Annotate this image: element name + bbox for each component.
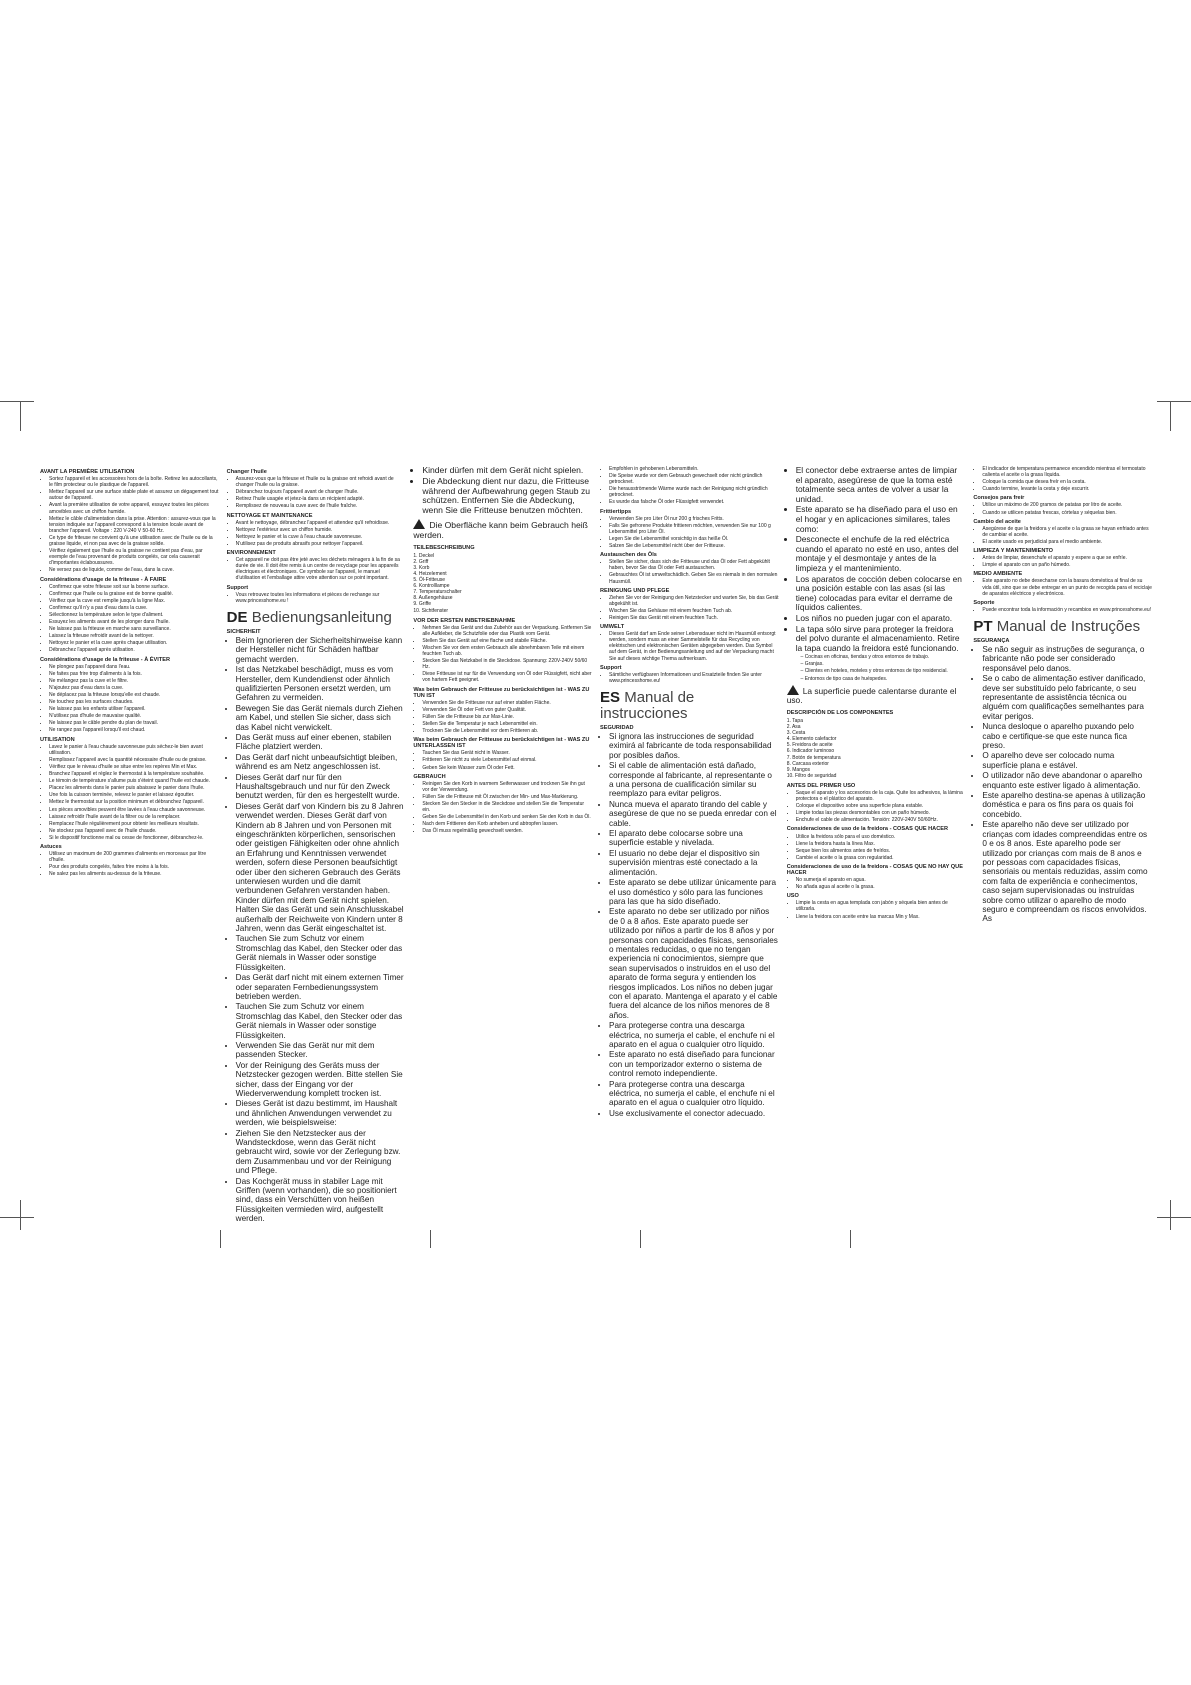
list-item: • Ziehen Sie vor der Reinigung den Netzstecker und warten Sie, bis das Gerät abgekühlt ist. [609, 595, 779, 607]
list-item: • Stellen Sie sicher, dass sich die Fritteuse und das Öl oder Fett abgekühlt haben, bevor Sie das Öl oder Fett austauschen. [609, 559, 779, 571]
list-item: • Wischen Sie vor dem ersten Gebrauch alle abnehmbaren Teile mit einem feuchten Tuch ab. [422, 645, 592, 657]
section-heading: UMWELT [600, 624, 625, 631]
list-item: • Avant la première utilisation de votre appareil, essuyez toutes les pièces amovibles avec un chiffon humide. [49, 502, 219, 514]
list-item: • Salzen Sie die Lebensmittel nicht über der Fritteuse. [609, 543, 779, 549]
section-list [40, 664, 219, 734]
list-item: • Remplacez l'huile régulièrement pour obtenir les meilleurs résultats. [49, 821, 219, 827]
crop-mark [1170, 401, 1171, 431]
section-list [40, 851, 219, 877]
es-parts-list [787, 718, 966, 779]
list-item: – Granjas. [805, 661, 966, 667]
list-item: • Reinigen Sie den Korb in warmem Seifenwasser und trocknen Sie ihn gut vor der Verwendung. [422, 781, 592, 793]
list-item: • Confirmez qu'il n'y a pas d'eau dans la cuve. [49, 605, 219, 611]
list-item: • Wischen Sie das Gehäuse mit einem feuchten Tuch ab. [609, 608, 779, 614]
section-list [600, 559, 779, 584]
section-heading: MEDIO AMBIENTE [973, 571, 1023, 578]
list-item: • Mettez le thermostat sur la position minimum et débranchez l'appareil. [49, 799, 219, 805]
es-safety-list [600, 732, 779, 1118]
list-item: • Este aparato no debe ser utilizado por niños de 0 a 8 años. Este aparato puede ser utilizado por niños a partir de los 8 años y por personas con capacidades físicas, sensoriales o mentales reducidas, o que no tengan experiencia ni conocimientos, siempre que sean supervisados o instruidos en el uso del aparato de forma segura y entienden los riesgos implicados. Los niños no deben jugar con el aparato. Mantenga el aparato y el cable fuera del alcance de los niños menores de 8 años. [609, 907, 779, 1020]
list-item: • Cambie el aceite o la grasa con regularidad. [796, 855, 966, 861]
list-item: • Laissez la friteuse refroidir avant de la nettoyer. [49, 633, 219, 639]
section-heading: USO [786, 893, 799, 900]
section-heading: Considérations d'usage de la friteuse - À ÉVITER [40, 656, 171, 663]
list-item: • Si el cable de alimentación está dañado, corresponde al fabricante, al representante o a una persona de cualificación similar su reemplazo para evitar peligros. [609, 761, 779, 799]
list-item: • No sumerja el aparato en agua. [796, 877, 966, 883]
pt-safety-title: SEGURANÇA [973, 637, 1010, 644]
list-item: • Ne plongez pas l'appareil dans l'eau. [49, 664, 219, 670]
section-heading: Austauschen des Öls [600, 552, 657, 559]
list-item: • Ist das Netzkabel beschädigt, muss es vom Hersteller, dem Kundendienst oder ähnlich qualifizierten Personen ersetzt werden, um Gefahren zu vermeiden. [236, 665, 406, 703]
list-item: • Das Gerät darf nicht unbeaufsichtigt bleiben, während es am Netz angeschlossen ist. [236, 753, 406, 772]
list-item: • Enchufe el cable de alimentación. Tensión: 220V-240V 50/60Hz. [796, 817, 966, 823]
list-item: • Los aparatos de cocción deben colocarse en una posición estable con las asas (si las tiene) colocadas para evitar el derrame de líquidos calientes. [796, 575, 966, 613]
list-item: • El aparato debe colocarse sobre una superficie estable y nivelada. [609, 829, 779, 848]
crop-mark [1157, 401, 1191, 402]
list-item: • Legen Sie die Lebensmittel vorsichtig in das heiße Öl. [609, 536, 779, 542]
list-item: • Limpie el aparato con un paño húmedo. [982, 562, 1152, 568]
list-item: • Essuyez les aliments avant de les plonger dans l'huile. [49, 619, 219, 625]
list-item: • Débranchez toujours l'appareil avant de changer l'huile. [236, 489, 406, 495]
section-heading: LIMPIEZA Y MANTENIMIENTO [973, 548, 1054, 555]
section-list [600, 516, 779, 549]
list-item: • Limpie todas las piezas desmontables con un paño húmedo. [796, 810, 966, 816]
es-parts-title: DESCRIPCIÓN DE LOS COMPONENTES [786, 709, 894, 716]
list-item: • La tapa sólo sirve para proteger la freidora del polvo durante el almacenamiento. Retire la tapa cuando la freidora esté funcionando. [796, 625, 966, 654]
list-item: • Bewegen Sie das Gerät niemals durch Ziehen am Kabel, und stellen Sie sicher, dass sich das Kabel nicht verwickelt. [236, 704, 406, 732]
list-item: • Coloque el dispositivo sobre una superficie plana estable. [796, 803, 966, 809]
list-item: • Ne versez pas de liquide, comme de l'eau, dans la cuve. [49, 567, 219, 573]
list-item: • Pour des produits congelés, faites frire moins à la fois. [49, 864, 219, 870]
list-item: • Füllen Sie die Fritteuse bis zur Max-Linie. [422, 714, 592, 720]
list-item: • Ce type de friteuse ne convient qu'à une utilisation avec de l'huile ou de la graisse liquide, et non pas avec de la graisse solide. [49, 535, 219, 547]
list-item: • Utilice un máximo de 200 gramos de patatas por litro de aceite. [982, 502, 1152, 508]
list-item: • Verwenden Sie das Gerät nur mit dem passenden Stecker. [236, 1041, 406, 1060]
part-item: 1. Tapa [786, 717, 803, 724]
part-item: 8. Außengehäuse [413, 595, 453, 602]
de-safety-cont-list [413, 466, 592, 516]
list-item: • Ne salez pas les aliments au-dessus de la friteuse. [49, 871, 219, 877]
list-item: • Este aparato no debe desecharse con la basura doméstica al final de su vida útil, sino que se debe entregar en un punto de recogida para el reciclaje de aparatos eléctricos y electrónicos. [982, 578, 1152, 596]
list-item: • El indicador de temperatura permanece encendido mientras el termostato calienta el aceite o la grasa líquida. [982, 466, 1152, 478]
list-item: • Nehmen Sie das Gerät und das Zubehör aus der Verpackung. Entfernen Sie alle Aufkleber, die Schutzfolie oder das Plastik vom Gerät. [422, 625, 592, 637]
list-item: • Se o cabo de alimentação estiver danificado, deve ser substituído pelo fabricante, o seu representante de assistência técnica ou alguém com qualificações semelhantes para evitar perigos. [982, 674, 1152, 721]
list-item: • Llene la freidora hasta la línea Max. [796, 841, 966, 847]
section-heading: UTILISATION [40, 736, 75, 743]
list-item: • Sämtliche verfügbaren Informationen und Ersatzteile finden Sie unter www.princesshome.eu! [609, 672, 779, 684]
list-item: • Die Abdeckung dient nur dazu, die Fritteuse während der Aufbewahrung gegen Staub zu schützen. Entfernen Sie die Abdeckung, wenn Sie die Fritteuse benutzen möchten. [422, 477, 592, 516]
list-item: • Trocknen Sie die Lebensmittel vor dem Frittieren ab. [422, 728, 592, 734]
list-item: • Geben Sie die Lebensmittel in den Korb und senken Sie den Korb in das Öl. [422, 814, 592, 820]
crop-mark [220, 1230, 221, 1248]
es-hot-surface-warning: La superficie puede calentarse durante el uso. [786, 685, 957, 706]
pt-safety-list [973, 645, 1152, 924]
crop-mark [640, 1230, 641, 1248]
section-list [787, 790, 966, 823]
list-item: – Entornos de tipo casa de huéspedes. [805, 676, 966, 682]
de-hot-surface-warning: Die Oberfläche kann beim Gebrauch heiß werden. [413, 519, 588, 540]
crop-mark [430, 1230, 431, 1248]
list-item: • Confirmez que votre friteuse soit sur la bonne surface. [49, 584, 219, 590]
section-list [40, 476, 219, 573]
list-item: • Ne laissez pas les enfants utiliser l'appareil. [49, 706, 219, 712]
es-safety-title: SEGURIDAD [600, 724, 634, 731]
list-item: • Stellen Sie die Temperatur je nach Lebensmittel ein. [422, 721, 592, 727]
pt-manual-title: PT Manual de Instruções [973, 617, 1141, 635]
list-item: • Ne laissez pas le câble pendre du plan de travail. [49, 720, 219, 726]
crop-mark [850, 1230, 851, 1248]
list-item: • Ne touchez pas les surfaces chaudes. [49, 699, 219, 705]
section-list [973, 466, 1152, 492]
part-item: 9. Griffe [413, 601, 432, 608]
list-item: • Lavez le panier à l'eau chaude savonneuse puis séchez-le bien avant utilisation. [49, 744, 219, 756]
list-item: • Si ignora las instrucciones de seguridad eximirá al fabricante de toda responsabilidad por posibles daños. [609, 732, 779, 760]
list-item: • Les pièces amovibles peuvent être lavées à l'eau chaude savonneuse. [49, 807, 219, 813]
list-item: • Verwenden Sie Öl oder Fett von guter Qualität. [422, 707, 592, 713]
section-heading: Was beim Gebrauch der Fritteuse zu berücksichtigen ist - WAS ZU TUN IST [413, 686, 590, 699]
section-heading: Support [226, 584, 249, 591]
list-item: • Nettoyez le panier et la cuve après chaque utilisation. [49, 640, 219, 646]
list-item: • Verwenden Sie pro Liter Öl nur 200 g frisches Fritts. [609, 516, 779, 522]
list-item: • Das Gerät muss auf einer ebenen, stabilen Fläche platziert werden. [236, 733, 406, 752]
list-item: • Este aparato no está diseñado para funcionar con un temporizador externo o sistema de control remoto independiente. [609, 1050, 779, 1078]
column-de-es [600, 466, 779, 1118]
list-item: • Empfohlen in gehobenen Lebensmitteln. [609, 466, 779, 472]
section-list [227, 520, 406, 547]
hot-surface-warning-icon [413, 519, 425, 529]
list-item: • Kinder dürfen mit dem Gerät nicht spielen. [422, 466, 592, 476]
list-item: • Ne déplacez pas la friteuse lorsqu'elle est chaude. [49, 692, 219, 698]
list-item: • Los niños no pueden jugar con el aparato. [796, 614, 966, 624]
section-list [600, 595, 779, 621]
section-heading: Consideraciones de uso de la freidora - COSAS QUE HACER [786, 826, 949, 833]
list-item: • Use exclusivamente el conector adecuado. [609, 1109, 779, 1118]
de-safety-title: SICHERHEIT [226, 628, 261, 635]
list-item: • Die Speise wurde vor dem Gebrauch gewechselt oder nicht gründlich getrocknet. [609, 473, 779, 485]
list-item: • Falls Sie gefrorene Produkte frittieren möchten, verwenden Sie nur 100 g Lebensmittel pro Liter Öl. [609, 523, 779, 535]
list-item: • Das Kochgerät muss in stabiler Lage mit Griffen (wenn vorhanden), die so positioniert sind, dass ein Verschütten von heißen Flüssigkeiten vermieden wird, aufgestellt werden. [236, 1177, 406, 1224]
list-item: • Tauchen Sie zum Schutz vor einem Stromschlag das Kabel, den Stecker oder das Gerät niemals in Wasser oder sonstige Flüssigkeiten. [236, 1002, 406, 1040]
de-manual-title: DE Bedienungsanleitung [226, 608, 392, 626]
section-list [600, 466, 779, 506]
list-item: • Débranchez l'appareil après utilisation. [49, 647, 219, 653]
section-list [227, 476, 406, 509]
section-heading: AVANT LA PREMIÈRE UTILISATION [40, 469, 135, 475]
section-list [973, 502, 1152, 515]
crop-mark [1157, 1217, 1191, 1218]
part-item: 6. Indicador luminoso [786, 748, 835, 755]
list-item: • Ne stockez pas l'appareil avec de l'huile chaude. [49, 828, 219, 834]
list-item: • Este aparelho não deve ser utilizado por crianças com idades compreendidas entre os 0 e os 8 anos. Este aparelho pode ser utilizado por crianças com mais de 8 anos e por pessoas com capacidades físicas, sensoriais ou mentais reduzidas, assim como com falta de experiência e conhecimentos, caso sejam supervisionadas ou instruídas sobre como utilizar o aparelho de modo seguro e compreendam os riscos envolvidos. As [982, 820, 1152, 923]
list-item: • Dieses Gerät ist dazu bestimmt, im Haushalt und ähnlichen Anwendungen verwendet zu werden, wie beispielsweise: [236, 1099, 406, 1127]
list-item: • Dieses Gerät darf nur für den Haushaltsgebrauch und nur für den Zweck benutzt werden, für den es hergestellt wurde. [236, 773, 406, 801]
list-item: • Coloque la comida que desea freír en la cesta. [982, 479, 1152, 485]
list-item: • Remplissez de nouveau la cuve avec de l'huile fraîche. [236, 503, 406, 509]
list-item: • Cuando termine, levante la cesta y deje escurrir. [982, 486, 1152, 492]
column-es [786, 465, 966, 920]
crop-mark [0, 401, 34, 402]
section-heading: Support [600, 664, 622, 671]
part-item: 2. Griff [413, 558, 429, 565]
list-item: • Confirmez que l'huile ou la graisse est de bonne qualité. [49, 591, 219, 597]
crop-mark [0, 1217, 34, 1218]
list-item: • Das Gerät darf nicht mit einem externen Timer oder separaten Fernbedienungssystem betrieben werden. [236, 973, 406, 1001]
list-item: • Nach dem Frittieren den Korb anheben und abtropfen lassen. [422, 821, 592, 827]
list-item: • N'ajoutez pas d'eau dans la cuve. [49, 685, 219, 691]
list-item: • O utilizador não deve abandonar o aparelho enquanto este estiver ligado à alimentação. [982, 771, 1152, 790]
list-item: • Stecken Sie den Stecker in die Steckdose und stellen Sie die Temperatur ein. [422, 801, 592, 813]
part-item: 7. Botón de temperatura [786, 754, 841, 761]
list-item: • Sortez l'appareil et les accessoires hors de la boîte. Retirez les autocollants, le film protecteur ou le plastique de l'appareil. [49, 476, 219, 488]
list-item: • Ziehen Sie den Netzstecker aus der Wandsteckdose, wenn das Gerät nicht gebraucht wird, sowie vor der Zerlegung bzw. dem Zusammenbau und vor der Reinigung und Pflege. [236, 1129, 406, 1176]
part-item: 2. Asa [786, 724, 801, 731]
section-list [413, 700, 592, 734]
column-fr-de [226, 466, 406, 1224]
list-item: • Es wurde das falsche Öl oder Flüssigfett verwendet. [609, 499, 779, 505]
list-item: • Sélectionnez la température selon le type d'aliment. [49, 612, 219, 618]
section-heading: ANTES DEL PRIMER USO [786, 782, 856, 789]
list-item: • N'utilisez pas de produits abrasifs pour nettoyer l'appareil. [236, 541, 406, 547]
part-item: 3. Korb [413, 564, 430, 571]
list-item: • Tauchen Sie zum Schutz vor einem Stromschlag das Kabel, den Stecker oder das Gerät niemals in Wasser oder sonstige Flüssigkeiten. [236, 934, 406, 972]
section-heading: ENVIRONNEMENT [226, 550, 276, 557]
list-item: • Mettez l'appareil sur une surface stable plate et assurez un dégagement tout autour de l'appareil. [49, 489, 219, 501]
list-item: • Vor der Reinigung des Geräts muss der Netzstecker gezogen werden. Bitte stellen Sie sicher, dass der Eingang vor der Wiederverwendung komplett trocken ist. [236, 1061, 406, 1099]
list-item: • El aceite usado es perjudicial para el medio ambiente. [982, 539, 1152, 545]
list-item: • Stecken Sie das Netzkabel in die Steckdose. Spannung: 220V-240V 50/60 Hz. [422, 658, 592, 670]
list-item: • Asegúrese de que la freidora y el aceite o la grasa se hayan enfriado antes de cambiar el aceite. [982, 526, 1152, 538]
list-item: • Puede encontrar toda la información y recambios en www.princesshome.eu! [982, 607, 1152, 613]
list-item: • Gebrauchtes Öl ist umweltschädlich. Geben Sie es niemals in den normalen Hausmüll. [609, 572, 779, 584]
crop-mark [20, 1200, 21, 1230]
part-item: 6. Kontrolllampe [413, 583, 450, 590]
list-item: • Laissez refroidir l'huile avant de la filtrer ou de la remplacer. [49, 814, 219, 820]
section-list [40, 744, 219, 841]
list-item: • Vérifiez également que l'huile ou la graisse ne contient pas d'eau, par exemple de l'eau provenant de produits congelés, car cela causerait d'importantes éclaboussures. [49, 548, 219, 566]
section-list [600, 672, 779, 684]
section-heading: Soporte [973, 599, 995, 606]
section-list [227, 557, 406, 581]
list-item: • Ne faites pas frire trop d'aliments à la fois. [49, 671, 219, 677]
column-es-pt [973, 466, 1152, 924]
list-item: • Branchez l'appareil et réglez le thermostat à la température souhaitée. [49, 771, 219, 777]
es-safety-cont-list [787, 466, 966, 653]
de-safety-list [227, 636, 406, 1224]
part-item: 3. Cesta [786, 730, 806, 737]
es-sub-list [787, 654, 966, 681]
list-item: • Reinigen Sie das Gerät mit einem feuchten Tuch. [609, 615, 779, 621]
list-item: • Dieses Gerät darf von Kindern bis zu 8 Jahren verwendet werden. Dieses Gerät darf von Kindern ab 8 Jahren und von Personen mit eingeschränkten körperlichen, sensorischen oder geistigen Fähigkeiten oder ohne ahnlich an Erfahrung und Kenntnissen verwendet werden, sofern diese Personen beaufsichtigt oder über den sicheren Gebrauch des Geräts unterwiesen wurden und die damit verbundenen Gefahren verstanden haben. Kinder dürfen mit dem Gerät nicht spielen. Halten Sie das Gerät und sein Anschlusskabel außerhalb der Reichweite von Kindern unter 8 Jahren, wenn das Gerät eingeschaltet ist. [236, 802, 406, 934]
section-list [787, 834, 966, 861]
list-item: • Cet appareil ne doit pas être jeté avec les déchets ménagers à la fin de sa durée de vie. Il doit être remis à un centre de recyclage pour les appareils électriques et électroniques. Ce symbole sur l'appareil, le manuel d'utilisation et l'emballage attire votre attention sur ce point important. [236, 557, 406, 581]
list-item: • Ne laissez pas la friteuse en marche sans surveillance. [49, 626, 219, 632]
list-item: • Retirez l'huile usagée et jetez-la dans un récipient adapté. [236, 496, 406, 502]
section-list [787, 900, 966, 919]
list-item: • Utilice la freidora sólo para el uso doméstico. [796, 834, 966, 840]
list-item: • Este aparato se ha diseñado para el uso en el hogar y en aplicaciones similares, tales como: [796, 505, 966, 534]
part-item: 1. Deckel [413, 552, 435, 559]
list-item: • Nettoyez l'extérieur avec un chiffon humide. [236, 527, 406, 533]
list-item: • Para protegerse contra una descarga eléctrica, no sumerja el cable, el enchufe ni el aparato en el agua o cualquier otro líquido. [609, 1021, 779, 1049]
list-item: • El conector debe extraerse antes de limpiar el aparato, asegúrese de que la toma esté totalmente seca antes de volver a usar la unidad. [796, 466, 966, 504]
list-item: – Cocinas en oficinas, tiendas y otros entornos de trabajo. [805, 654, 966, 660]
list-item: • Dieses Gerät darf am Ende seiner Lebensdauer nicht im Hausmüll entsorgt werden, sondern muss an einer Sammelstelle für das Recycling von elektrischen und elektronischen Geräten abgegeben werden. Das Symbol auf dem Gerät, in der Bedienungsanleitung und auf der Verpackung macht Sie auf dieses wichtige Thema aufmerksam. [609, 631, 779, 661]
list-item: • Antes de limpiar, desenchufe el aparato y espere a que se enfríe. [982, 555, 1152, 561]
list-item: • El usuario no debe dejar el dispositivo sin supervisión mientras esté conectado a la alimentación. [609, 849, 779, 877]
manual-sheet [40, 465, 1152, 1224]
es-manual-title: ES Manual de instrucciones [600, 688, 695, 722]
list-item: • Si le dispositif fonctionne mal ou cesse de fonctionner, débranchez-le. [49, 835, 219, 841]
section-heading: Consideraciones de uso de la freidora - COSAS QUE NO HAY QUE HACER [786, 863, 963, 876]
list-item: • Füllen Sie die Fritteuse mit Öl zwischen der Min- und Max-Markierung. [422, 794, 592, 800]
list-item: • Remplissez l'appareil avec la quantité nécessaire d'huile ou de graisse. [49, 757, 219, 763]
list-item: • Mettez le câble d'alimentation dans la prise. Attention : assurez-vous que la tension indiquée sur l'appareil correspond à la tension locale avant de brancher l'appareil. Voltage : 220 V-240 V 50-60 Hz. [49, 516, 219, 534]
list-item: • Llene la freidora con aceite entre las marcas Min y Max. [796, 914, 966, 920]
section-heading: Astuces [40, 843, 62, 850]
list-item: • Limpie la cesta en agua templada con jabón y séquela bien antes de utilizarla. [796, 900, 966, 912]
list-item: • Nunca desloque o aparelho puxando pelo cabo e certifique-se que este nunca fica preso. [982, 722, 1152, 750]
section-list [413, 625, 592, 684]
list-item: • Ne rangez pas l'appareil lorsqu'il est chaud. [49, 727, 219, 733]
section-heading: Consejos para freír [973, 495, 1025, 502]
list-item: • Frittieren Sie nicht zu viele Lebensmittel auf einmal. [422, 757, 592, 763]
list-item: • Diese Fritteuse ist nur für die Verwendung von Öl oder Flüssigfett, nicht aber von hartem Fett geeignet. [422, 671, 592, 683]
section-heading: Cambio del aceite [973, 518, 1021, 525]
list-item: • Stellen Sie das Gerät auf eine flache und stabile Fläche. [422, 638, 592, 644]
crop-mark [20, 401, 21, 431]
list-item: • Este aparelho destina-se apenas à utilização doméstica e para os fins para os quais foi concebido. [982, 791, 1152, 819]
section-list [973, 555, 1152, 568]
section-heading: VOR DER ERSTEN INBETRIEBNAHME [413, 617, 516, 624]
section-list [40, 584, 219, 654]
list-item: • Saque el aparato y los accesorios de la caja. Quite los adhesivos, la lámina protectora o el plástico del aparato. [796, 790, 966, 802]
part-item: 8. Carcasa exterior [786, 760, 829, 767]
list-item: • Avant le nettoyage, débranchez l'appareil et attendez qu'il refroidisse. [236, 520, 406, 526]
part-item: 4. Elemento calefactor [786, 736, 837, 743]
part-item: 9. Mangos [786, 766, 811, 773]
part-item: 5. Freidora de aceite [786, 742, 833, 749]
list-item: • Nettoyez le panier et la cuve à l'eau chaude savonneuse. [236, 534, 406, 540]
section-list [787, 877, 966, 890]
list-item: • Vérifiez que le niveau d'huile se situe entre les repères Min et Max. [49, 764, 219, 770]
list-item: • Beim Ignorieren der Sicherheitshinweise kann der Hersteller nicht für Schäden haftbar gemacht werden. [236, 636, 406, 664]
part-item: 10. Sichtfenster [413, 607, 449, 614]
section-heading: REINIGUNG UND PFLEGE [600, 587, 670, 594]
list-item: – Clientes en hoteles, moteles y otros entornos de tipo residencial. [805, 668, 966, 674]
de-parts-title: TEILEBESCHREIBUNG [413, 544, 475, 551]
column-de [413, 466, 592, 906]
list-item: • Une fois la cuisson terminée, relevez le panier et laissez égoutter. [49, 792, 219, 798]
part-item: 10. Filtro de seguridad [786, 772, 837, 779]
section-list [413, 781, 592, 835]
list-item: • Ne mélangez pas la cuve et le filtre. [49, 678, 219, 684]
list-item: • No añada agua al aceite o la grasa. [796, 884, 966, 890]
section-heading: GEBRAUCH [413, 773, 446, 780]
section-heading: Considérations d'usage de la friteuse - À FAIRE [40, 576, 167, 583]
list-item: • Vous retrouvez toutes les informations et pièces de rechange sur www.princesshome.eu ! [236, 592, 406, 604]
hot-surface-warning-icon [787, 685, 799, 695]
section-list [973, 578, 1152, 596]
section-list [227, 592, 406, 604]
list-item: • Assurez-vous que la friteuse et l'huile ou la graisse ont refroidi avant de changer l'huile ou la graisse. [236, 476, 406, 488]
list-item: • Tauchen Sie das Gerät nicht in Wasser. [422, 750, 592, 756]
list-item: • Cuando se utilicen patatas frescas, córtelas y séquelas bien. [982, 510, 1152, 516]
list-item: • N'utilisez pas d'huile de mauvaise qualité. [49, 713, 219, 719]
section-heading: Was beim Gebrauch der Fritteuse zu berücksichtigen ist - WAS ZU UNTERLASSEN IST [413, 737, 590, 750]
list-item: • Para protegerse contra una descarga eléctrica, no sumerja el cable, el enchufe ni el aparato en el agua o cualquier otro líquido. [609, 1080, 779, 1108]
list-item: • Vérifiez que la cuve est remplie jusqu'à la ligne Max. [49, 598, 219, 604]
list-item: • Nunca mueva el aparato tirando del cable y asegúrese de que no se pueda enredar con el cable. [609, 800, 779, 828]
list-item: • Seque bien los alimentos antes de freírlos. [796, 848, 966, 854]
list-item: • Verwenden Sie die Fritteuse nur auf einer stabilen Fläche. [422, 700, 592, 706]
part-item: 7. Temperaturschalter [413, 589, 462, 596]
list-item: • Geben Sie kein Wasser zum Öl oder Fett. [422, 765, 592, 771]
column-fr [40, 466, 219, 906]
list-item: • Das Öl muss regelmäßig gewechselt werden. [422, 828, 592, 834]
section-list [973, 526, 1152, 545]
crop-mark [1170, 1200, 1171, 1230]
list-item: • Die herausströmende Wärme wurde nach der Reinigung nicht gründlich getrocknet. [609, 486, 779, 498]
list-item: • O aparelho deve ser colocado numa superfície plana e estável. [982, 751, 1152, 770]
list-item: • Utilisez un maximum de 200 grammes d'aliments en morceaux par litre d'huile. [49, 851, 219, 863]
list-item: • Le témoin de température s'allume puis s'éteint quand l'huile est chaude. [49, 778, 219, 784]
list-item: • Se não seguir as instruções de segurança, o fabricante não pode ser considerado responsável pelo danos. [982, 645, 1152, 673]
list-item: • Este aparato se debe utilizar únicamente para el uso doméstico y sólo para las funciones para las que ha sido diseñado. [609, 878, 779, 906]
section-list [973, 607, 1152, 613]
part-item: 4. Heizelement [413, 570, 447, 577]
section-list [413, 750, 592, 770]
list-item: • Desconecte el enchufe de la red eléctrica cuando el aparato no esté en uso, antes del montaje y el desmontaje y antes de la limpieza y el mantenimiento. [796, 535, 966, 573]
de-parts-list [413, 553, 592, 614]
list-item: • Placez les aliments dans le panier puis abaissez le panier dans l'huile. [49, 785, 219, 791]
section-list [600, 631, 779, 661]
part-item: 5. Öl-Fritteuse [413, 577, 446, 584]
section-heading: Changer l'huile [226, 469, 267, 475]
section-heading: NETTOYAGE ET MAINTENANCE [226, 512, 313, 519]
section-heading: Frittiertipps [600, 508, 632, 515]
